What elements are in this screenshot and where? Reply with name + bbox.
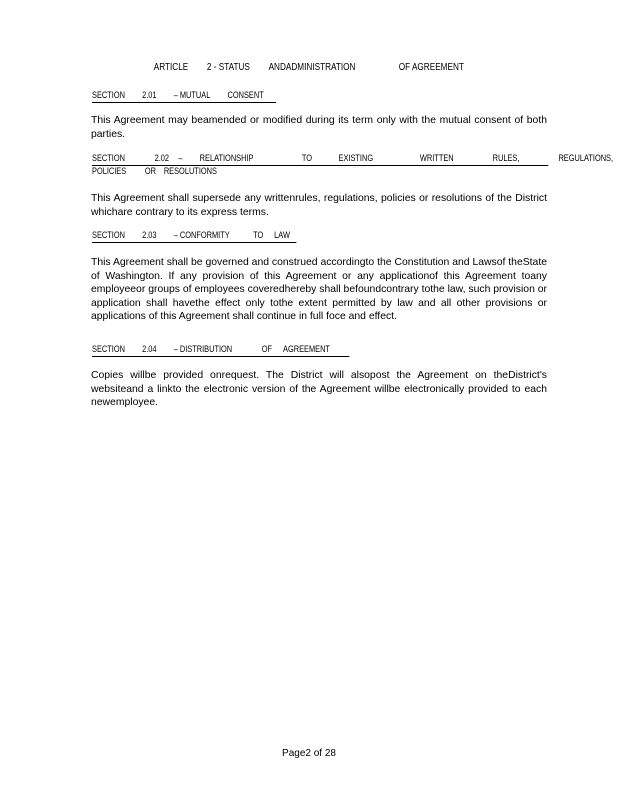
heading-word: POLICIES: [92, 166, 127, 177]
heading-word: RESOLUTIONS: [163, 166, 217, 177]
heading-word: 2.03: [142, 230, 157, 241]
heading-word: LAW: [274, 230, 290, 241]
section-2-02-heading-line2: [92, 166, 217, 178]
section-2-03-heading: [92, 230, 296, 243]
section-2-01-heading: [92, 90, 276, 103]
heading-word: REGULATIONS,: [558, 153, 614, 164]
section-2-01-body: This Agreement may beamended or modified during its term only with the mutual consent of both parties.: [91, 115, 547, 140]
heading-word: OF: [261, 344, 273, 355]
section-2-03-body: This Agreement shall be governed and construed accordingto the Constitution and Lawsof theState of Washington. If any provision of this Agreement or any applicationof this Agreement toany employeeor groups of employees coveredhereby shall befoundcontrary tothe law, such provision or application shall havethe effect only tothe extent permitted by law and all other provisions or applications of this Agreement shall continue in full foce and effect.: [91, 257, 547, 322]
heading-word: 2.01: [142, 90, 157, 101]
heading-word: SECTION: [92, 344, 125, 355]
section-2-02-heading-line1: [92, 153, 614, 166]
article-title-part: ARTICLE: [153, 62, 189, 73]
heading-word: OR: [144, 166, 157, 177]
heading-word: RELATIONSHIP: [199, 153, 254, 164]
heading-word: TO: [301, 153, 312, 164]
heading-word: CONSENT: [227, 90, 264, 101]
article-title: [55, 62, 562, 73]
section-2-04-heading: [92, 344, 349, 357]
heading-word: AGREEMENT: [283, 344, 330, 355]
heading-word: EXISTING: [338, 153, 374, 164]
section-2-04-body: Copies willbe provided onrequest. The District will alsopost the Agreement on theDistrict's websiteand a linkto the electronic version of the Agreement willbe electronically provided to each newemployee.: [91, 370, 547, 408]
page-number: Page2 of 28: [282, 748, 336, 759]
heading-word: – CONFORMITY: [173, 230, 230, 241]
heading-word: 2.04: [142, 344, 157, 355]
heading-word: WRITTEN: [419, 153, 454, 164]
article-title-part: 2 - STATUS: [206, 62, 250, 73]
heading-word: – MUTUAL: [173, 90, 211, 101]
article-title-part: OF AGREEMENT: [398, 62, 464, 73]
heading-word: SECTION: [92, 153, 125, 164]
heading-word: SECTION: [92, 230, 125, 241]
heading-word: 2.02: [154, 153, 170, 164]
heading-word: TO: [253, 230, 264, 241]
heading-word: RULES,: [492, 153, 520, 164]
article-title-part: ANDADMINISTRATION: [268, 62, 356, 73]
heading-word: – DISTRIBUTION: [173, 344, 233, 355]
heading-word: SECTION: [92, 90, 125, 101]
heading-word: –: [178, 153, 183, 164]
section-2-02-body: This Agreement shall supersede any writtenrules, regulations, policies or resolutions of the District whichare contrary to its express terms.: [91, 193, 547, 218]
